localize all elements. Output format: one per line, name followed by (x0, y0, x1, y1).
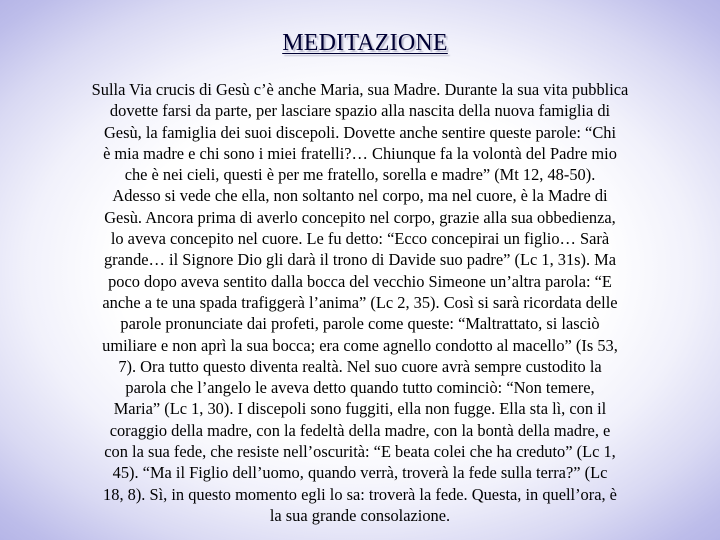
body-line: 7). Ora tutto questo diventa realtà. Nel suo cuore avrà sempre custodito la (118, 356, 602, 376)
body-line: Gesù. Ancora prima di averlo concepito nel corpo, grazie alla sua obbedienza, (104, 207, 616, 227)
body-line: Maria” (Lc 1, 30). I discepoli sono fuggiti, ella non fugge. Ella sta lì, con il (113, 399, 607, 419)
body-line: grande… il Signore Dio gli darà il trono di Davide suo padre” (Lc 1, 31s). Ma (103, 250, 617, 270)
body-line: coraggio della madre, con la fedeltà della madre, con la bontà della madre, e (109, 420, 611, 440)
body-line: umiliare e non aprì la sua bocca; era come agnello condotto al macello” (Is 53, (102, 335, 618, 355)
body-line: Adesso si vede che ella, non soltanto nel corpo, ma nel cuore, è la Madre di (112, 186, 608, 206)
body-line: parole pronunciate dai profeti, parole come queste: “Maltrattato, si lasciò (120, 314, 600, 334)
body-line: lo aveva concepito nel cuore. Le fu detto: “Ecco concepirai un figlio… Sarà (110, 229, 610, 249)
body-line: parola che l’angelo le aveva detto quando tutto cominciò: “Non temere, (125, 378, 595, 398)
body-line: anche a te una spada trafiggerà l’anima” (Lc 2, 35). Così si sarà ricordata delle (102, 292, 618, 312)
body-line: con la sua fede, che resiste nell’oscurità: “E beata colei che ha creduto” (Lc 1, (104, 442, 616, 462)
body-text (22, 79, 698, 526)
body-line: che è nei cieli, questi è per me fratello, sorella e madre” (Mt 12, 48-50). (124, 165, 596, 185)
body-line: Gesù, la famiglia dei suoi discepoli. Dovette anche sentire queste parole: “Chi (103, 122, 617, 142)
body-line: dovette farsi da parte, per lasciare spazio alla nascita della nuova famiglia di (109, 101, 611, 121)
body-line: 45). “Ma il Figlio dell’uomo, quando verrà, troverà la fede sulla terra?” (Lc (112, 463, 608, 483)
body-line: Sulla Via crucis di Gesù c’è anche Maria, sua Madre. Durante la sua vita pubblica (91, 80, 629, 99)
body-line: la sua grande consolazione. (269, 505, 451, 525)
body-line: è mia madre e chi sono i miei fratelli?… Chiunque fa la volontà del Padre mio (103, 143, 617, 163)
body-line: 18, 8). Sì, in questo momento egli lo sa: troverà la fede. Questa, in quell’ora, è (103, 484, 617, 504)
slide-title: MEDITAZIONE (282, 30, 448, 56)
body-line: poco dopo aveva sentito dalla bocca del vecchio Simeone un’altra parola: “E (108, 271, 612, 291)
